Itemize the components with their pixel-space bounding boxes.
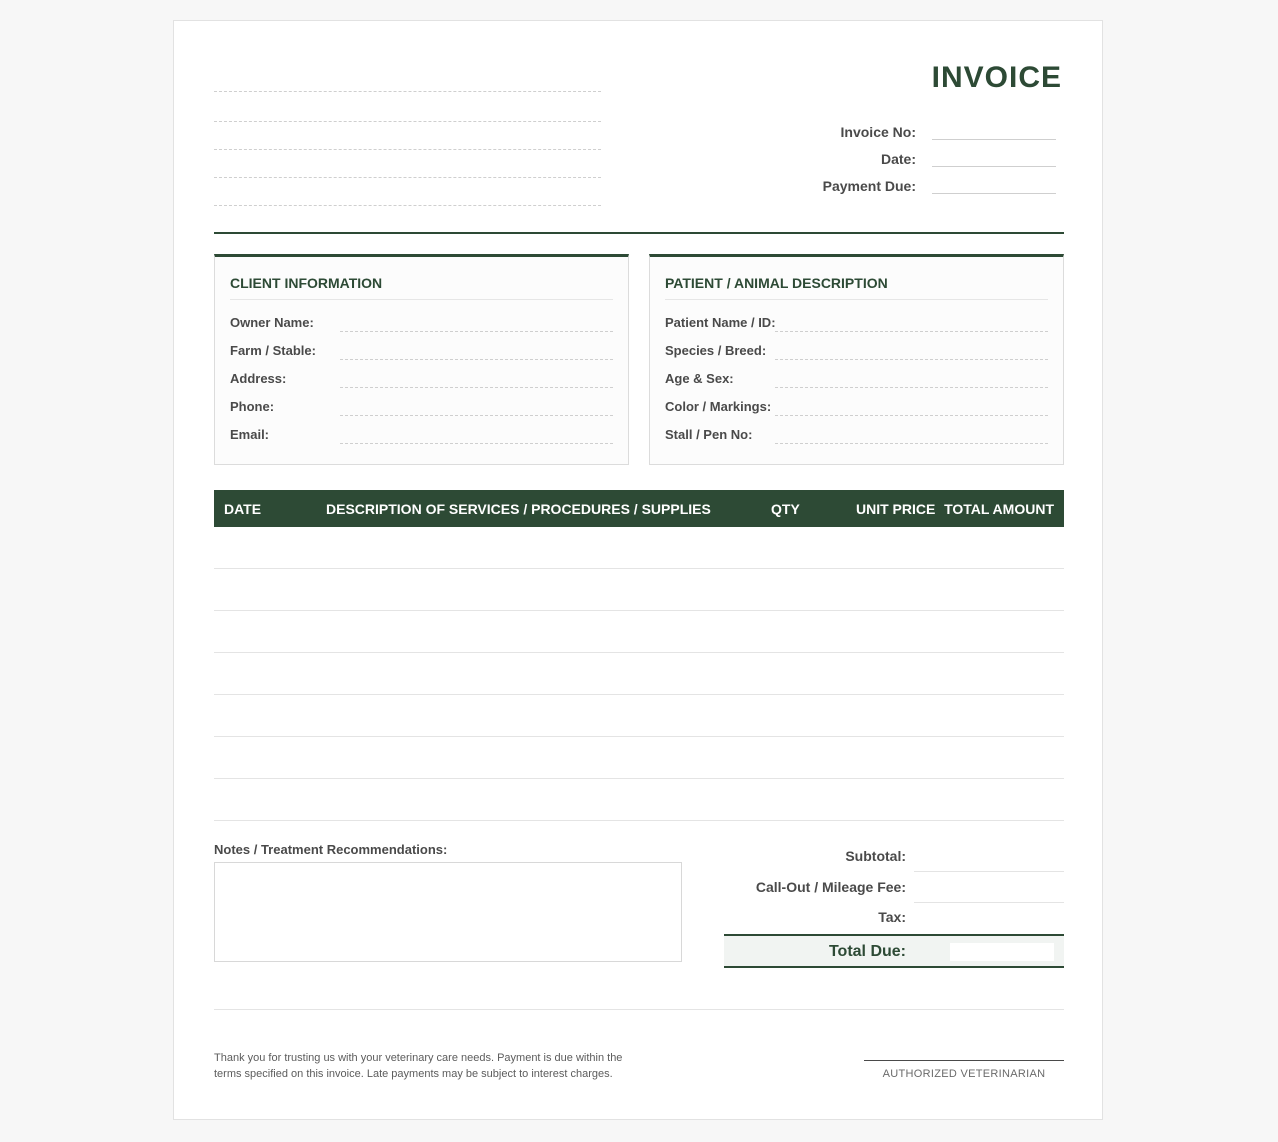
tax-label: Tax: [878,909,906,925]
signature-line[interactable] [864,1060,1064,1061]
client-field-phone [230,395,613,423]
patient-name-field[interactable] [775,331,1048,332]
phone-field[interactable] [340,415,613,416]
species-breed-field[interactable] [775,359,1048,360]
invoice-number-row [794,120,1064,147]
column-header-description: DESCRIPTION OF SERVICES / PROCEDURES / SUPPLIES [326,501,711,517]
address-label: Address: [230,371,287,386]
subtotal-row [724,842,1064,872]
footer-divider [214,1009,1064,1010]
age-sex-label: Age & Sex: [665,371,734,386]
column-header-date: DATE [224,501,262,517]
age-sex-field[interactable] [775,387,1048,388]
address-line-4[interactable] [214,177,601,178]
patient-description-box [649,254,1064,465]
farm-stable-field[interactable] [340,359,613,360]
total-due-row [724,934,1064,968]
address-line-1[interactable] [214,91,601,92]
owner-name-field[interactable] [340,331,613,332]
table-row[interactable] [214,695,1064,737]
address-line-5[interactable] [214,205,601,206]
address-line-3[interactable] [214,149,601,150]
patient-field-color-markings [665,395,1048,423]
client-field-owner-name [230,311,613,339]
payment-due-row [794,174,1064,201]
invoice-number-label: Invoice No: [840,124,916,140]
email-label: Email: [230,427,270,442]
owner-name-label: Owner Name: [230,315,314,330]
species-breed-label: Species / Breed: [665,343,767,358]
invoice-date-field[interactable] [932,166,1056,167]
footer-note: Thank you for trusting us with your veterinary care needs. Payment is due within the terms specified on this invoice. Late payments may be subject to interest charges. [214,1052,623,1080]
stall-pen-label: Stall / Pen No: [665,427,753,442]
invoice-number-field[interactable] [932,139,1056,140]
notes-label: Notes / Treatment Recommendations: [214,842,448,857]
notes-field[interactable] [214,862,682,962]
payment-due-field[interactable] [932,193,1056,194]
mileage-fee-row [724,873,1064,903]
email-field[interactable] [340,443,613,444]
table-row[interactable] [214,779,1064,821]
address-line-2[interactable] [214,121,601,122]
signature-label: AUTHORIZED VETERINARIAN [882,1068,1046,1080]
patient-field-species-breed [665,339,1048,367]
client-field-address [230,367,613,395]
color-markings-label: Color / Markings: [665,399,772,414]
mileage-fee-label: Call-Out / Mileage Fee: [755,879,906,895]
farm-stable-label: Farm / Stable: [230,343,316,358]
phone-label: Phone: [230,399,275,414]
column-header-unit-price: UNIT PRICE [856,501,936,517]
table-row[interactable] [214,611,1064,653]
payment-due-label: Payment Due: [822,178,916,194]
total-due-field[interactable] [950,943,1054,961]
invoice-date-row [794,147,1064,174]
subtotal-field[interactable] [914,871,1064,872]
patient-field-age-sex [665,367,1048,395]
address-field[interactable] [340,387,613,388]
client-information-box [214,254,629,465]
stall-pen-field[interactable] [775,443,1048,444]
invoice-title: INVOICE [931,61,1062,94]
table-row[interactable] [214,569,1064,611]
client-field-email [230,423,613,451]
header-divider [214,232,1064,234]
column-header-total-amount: TOTAL AMOUNT [944,501,1054,517]
patient-description-title: PATIENT / ANIMAL DESCRIPTION [665,275,1048,300]
column-header-qty: QTY [771,501,800,517]
subtotal-label: Subtotal: [845,848,906,864]
color-markings-field[interactable] [775,415,1048,416]
services-table-header [214,490,1064,527]
table-row[interactable] [214,653,1064,695]
table-row[interactable] [214,527,1064,569]
client-information-title: CLIENT INFORMATION [230,275,613,300]
invoice-date-label: Date: [880,151,916,167]
tax-row [724,903,1064,933]
client-field-farm-stable [230,339,613,367]
table-row[interactable] [214,737,1064,779]
patient-name-label: Patient Name / ID: [665,315,776,330]
total-due-label: Total Due: [828,943,906,960]
patient-field-stall-pen [665,423,1048,451]
patient-field-name-id [665,311,1048,339]
invoice-page [173,20,1103,1120]
